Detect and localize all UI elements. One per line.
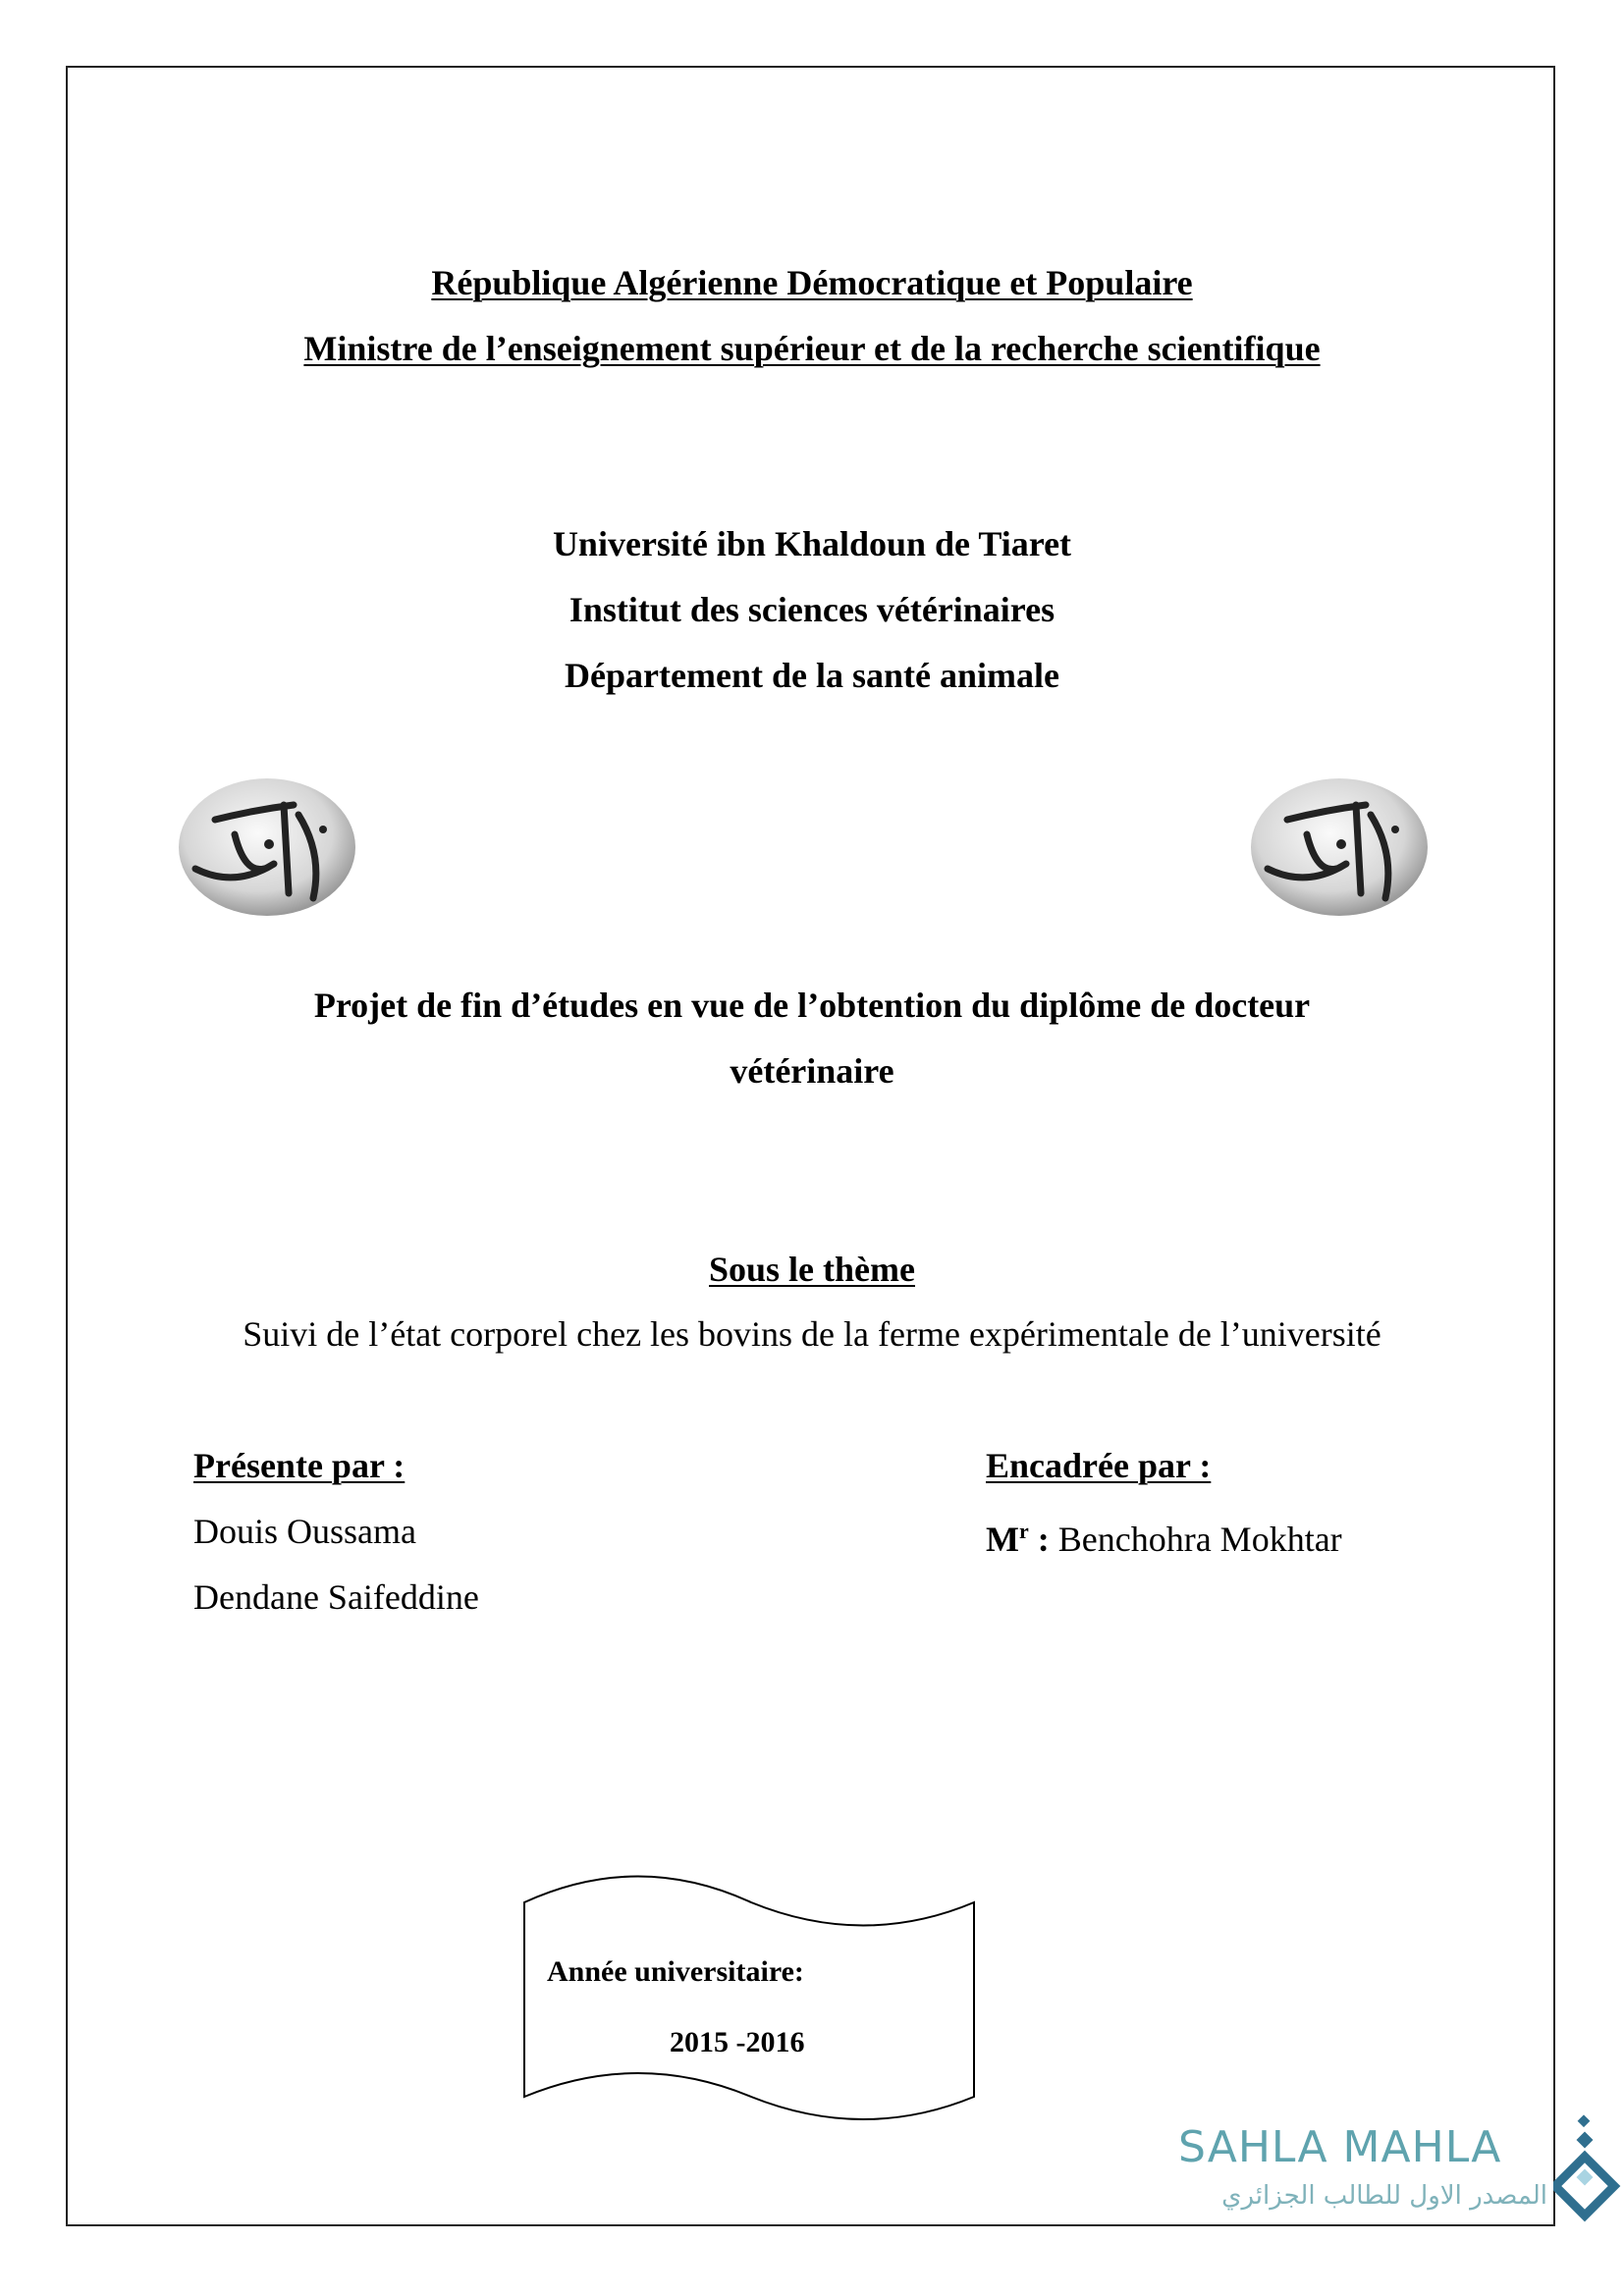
institute-name: Institut des sciences vétérinaires	[568, 590, 1056, 629]
theme-label: Sous le thème	[709, 1250, 915, 1289]
university-name: Université ibn Khaldoun de Tiaret	[552, 524, 1072, 563]
theme-title: Suivi de l’état corporel chez les bovins de la ferme expérimentale de l’université	[243, 1314, 1381, 1354]
student-name: Douis Oussama	[193, 1512, 416, 1551]
university-seal-left	[176, 775, 358, 919]
supervised-by-label: Encadrée par :	[986, 1446, 1212, 1485]
project-title-line1: Projet de fin d’études en vue de l’obtention du diplôme de docteur	[313, 986, 1311, 1025]
student-name: Dendane Saifeddine	[193, 1577, 479, 1617]
title-colon: :	[1028, 1520, 1050, 1559]
academic-year-value: 2015 -2016	[670, 2026, 805, 2058]
title-prefix: M	[986, 1520, 1019, 1559]
title-sup: r	[1018, 1519, 1029, 1543]
project-title-line2: vétérinaire	[730, 1051, 894, 1091]
university-seal-right	[1248, 775, 1431, 919]
presented-by-label: Présente par :	[193, 1446, 406, 1485]
supervisor-name: Benchohra Mokhtar	[1049, 1520, 1342, 1559]
watermark-logo-icon	[1553, 2112, 1624, 2228]
watermark-tagline: المصدر الاول للطالب الجزائري	[1221, 2181, 1547, 2211]
republic-heading: République Algérienne Démocratique et Populaire	[431, 263, 1193, 302]
supervisor	[986, 1510, 1342, 1561]
academic-year-label: Année universitaire:	[547, 1955, 804, 1988]
department-name: Département de la santé animale	[565, 656, 1059, 695]
ministry-heading: Ministre de l’enseignement supérieur et de la recherche scientifique	[303, 329, 1321, 368]
watermark-brand: SAHLA MAHLA	[1178, 2122, 1502, 2172]
supervisor-title	[986, 1520, 1050, 1559]
year-banner	[520, 1875, 978, 2124]
